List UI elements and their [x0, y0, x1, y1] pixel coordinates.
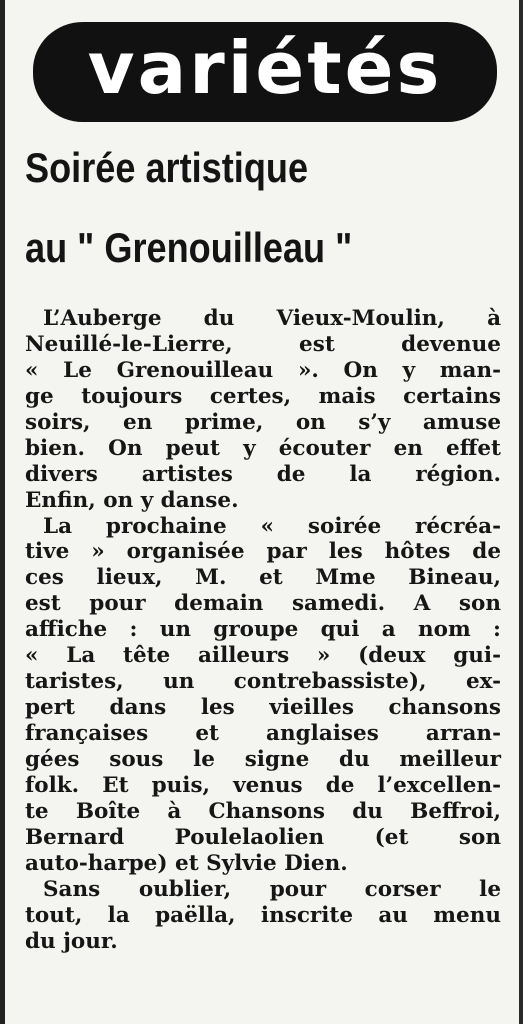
article-line: du jour. — [25, 928, 118, 954]
article-line: « La tête ailleurs » (deux gui- — [25, 643, 501, 669]
article-line: te Boîte à Chansons du Beffroi, — [25, 798, 501, 824]
article-line: gées sous le signe du meilleur — [25, 746, 501, 772]
article-line: Bernard Poulelaolien (et son — [25, 824, 501, 850]
article-line: taristes, un contrebassiste), ex- — [25, 669, 501, 695]
article-line: pert dans les vieilles chansons — [25, 695, 501, 721]
article-line: ge toujours certes, mais certains — [25, 383, 501, 409]
article-line: Sans oublier, pour corser le — [43, 876, 501, 902]
article-line: tout, la paëlla, inscrite au menu — [25, 902, 501, 928]
article-line: Enfin, on y danse. — [25, 487, 239, 513]
article-line: Neuillé-le-Lierre, est devenue — [25, 331, 501, 357]
article-line: tive » organisée par les hôtes de — [25, 539, 501, 565]
article-line: La prochaine « soirée récréa- — [43, 513, 501, 539]
article-line: ces lieux, M. et Mme Bineau, — [25, 565, 501, 591]
article-line: soirs, en prime, on s’y amuse — [25, 409, 501, 435]
article-line: françaises et anglaises arran- — [25, 721, 501, 746]
article-line: auto-harpe) et Sylvie Dien. — [25, 850, 348, 876]
article-line: affiche : un groupe qui a nom : — [25, 617, 501, 643]
section-banner — [33, 22, 497, 122]
article-line: est pour demain samedi. A son — [25, 591, 501, 617]
section-banner-text: variétés — [87, 26, 443, 110]
article-line: « Le Grenouilleau ». On y man- — [25, 357, 501, 383]
article-body — [25, 306, 501, 954]
article-line: bien. On peut y écouter en effet — [25, 435, 501, 461]
headline-line-1: Soirée artistique — [25, 144, 309, 191]
headline-line-2: au " Grenouilleau " — [25, 224, 353, 271]
article-line: folk. Et puis, venus de l’excellen- — [25, 772, 501, 798]
article-line: divers artistes de la région. — [25, 461, 501, 487]
article-line: L’Auberge du Vieux-Moulin, à — [43, 306, 501, 331]
